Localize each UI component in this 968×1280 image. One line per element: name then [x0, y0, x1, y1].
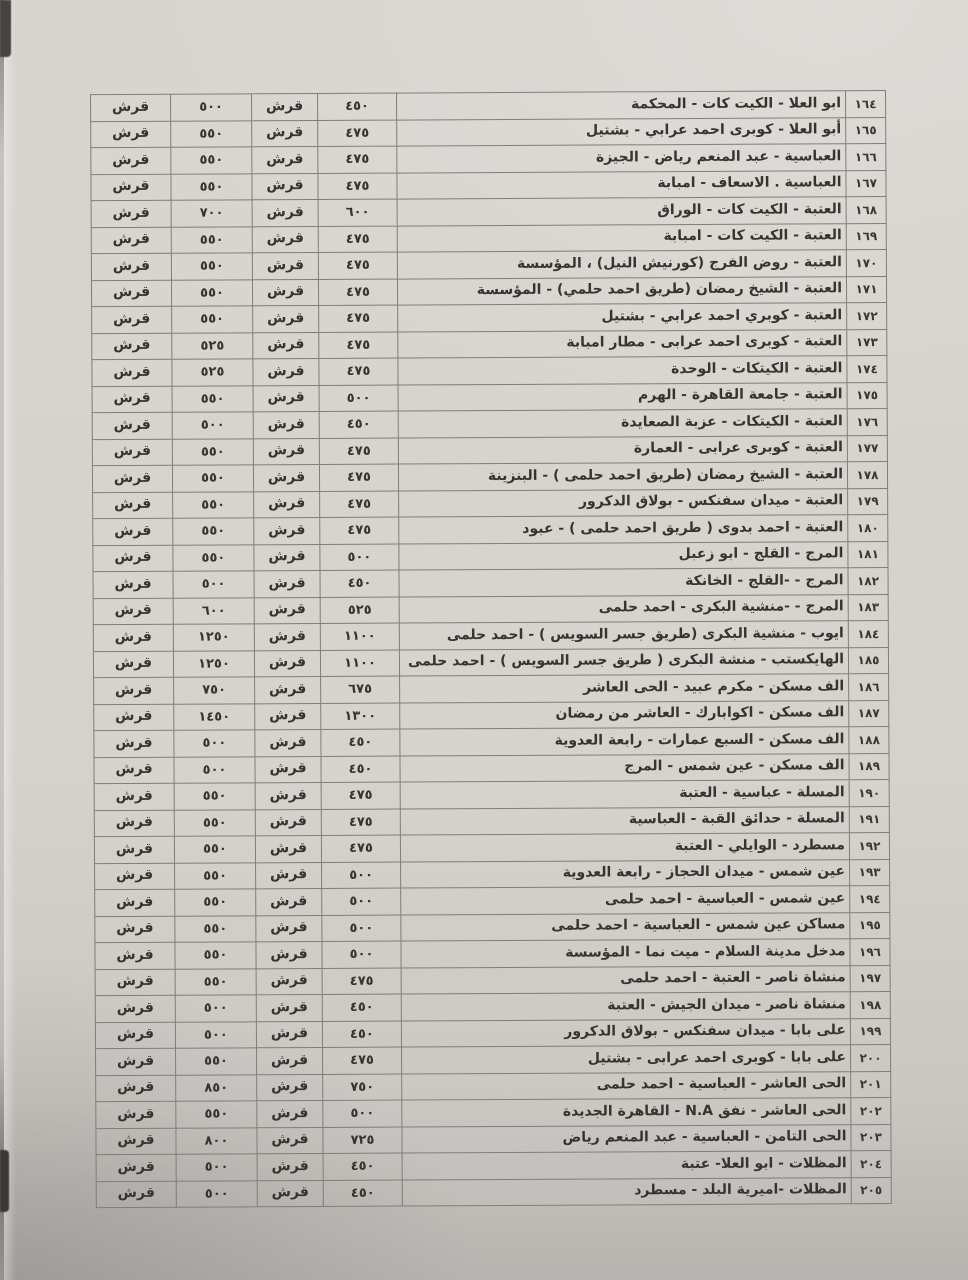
- unit-cell: قرش: [254, 544, 320, 571]
- row-number-cell: ١٨٧: [849, 700, 889, 727]
- unit-cell: قرش: [92, 333, 172, 360]
- unit-cell: قرش: [94, 836, 174, 863]
- unit-cell: قرش: [96, 1181, 176, 1208]
- unit-cell: قرش: [91, 280, 171, 307]
- table-row: [94, 726, 889, 757]
- fare-cell: ٥٠٠: [319, 385, 398, 412]
- scan-light-band: [4, 0, 16, 1280]
- unit-cell: قرش: [256, 862, 322, 889]
- fare-cell: ٤٧٥: [321, 782, 400, 809]
- fare-high-cell: ٥٠٠: [174, 730, 255, 757]
- table-row: [94, 779, 889, 810]
- row-number-cell: ١٦٨: [846, 197, 886, 224]
- fare-high-cell: ٥٠٠: [174, 756, 255, 783]
- table-row: [95, 859, 890, 890]
- fare-high-cell: ٥٠٠: [175, 1021, 256, 1048]
- unit-cell: قرش: [255, 835, 321, 862]
- fare-high-cell: ٥٥٠: [172, 385, 253, 412]
- fare-cell: ٥٠٠: [322, 941, 401, 968]
- unit-cell: قرش: [91, 147, 171, 174]
- fare-high-cell: ٥٠٠: [172, 412, 253, 439]
- unit-cell: قرش: [257, 1047, 323, 1074]
- unit-cell: قرش: [93, 571, 173, 598]
- row-number-cell: ١٧٢: [847, 302, 887, 329]
- fare-high-cell: ٥٠٠: [176, 1180, 257, 1207]
- fare-cell: ٦٧٥: [321, 676, 400, 703]
- fare-high-cell: ٨٠٠: [176, 1127, 257, 1154]
- unit-cell: قرش: [96, 1048, 176, 1075]
- unit-cell: قرش: [256, 1021, 322, 1048]
- fare-cell: ٥٠٠: [322, 888, 401, 915]
- fare-high-cell: ٥٥٠: [171, 147, 252, 174]
- route-cell: أبو العلا - كوبرى احمد عرابي - بشتيل: [397, 117, 846, 146]
- route-cell: الف مسكن - عين شمس - المرج: [400, 753, 849, 782]
- table-row: [93, 567, 888, 598]
- route-cell: المسلة - عباسية - العتبة: [400, 780, 849, 809]
- table-row: [91, 170, 886, 201]
- fare-cell: ٤٧٥: [318, 173, 397, 200]
- fare-high-cell: ٥٥٠: [174, 783, 255, 810]
- unit-cell: قرش: [96, 1154, 176, 1181]
- fare-cell: ٤٥٠: [319, 411, 398, 438]
- unit-cell: قرش: [254, 517, 320, 544]
- unit-cell: قرش: [93, 624, 173, 651]
- route-cell: المسلة - حدائق القبة - العباسية: [400, 806, 849, 835]
- unit-cell: قرش: [94, 730, 174, 757]
- fare-cell: ٤٧٥: [319, 464, 398, 491]
- table-row: [93, 647, 888, 678]
- unit-cell: قرش: [255, 809, 321, 836]
- unit-cell: قرش: [255, 703, 321, 730]
- table-row: [92, 329, 887, 360]
- fare-cell: ١١٠٠: [320, 623, 399, 650]
- unit-cell: قرش: [252, 93, 318, 120]
- row-number-cell: ١٦٥: [846, 117, 886, 144]
- fare-cell: ٥٠٠: [320, 544, 399, 571]
- route-cell: المظلات - ابو العلا- عتبة: [402, 1151, 851, 1180]
- unit-cell: قرش: [252, 279, 318, 306]
- route-cell: العتبة - ميدان سفنكس - بولاق الدكرور: [399, 488, 848, 517]
- row-number-cell: ١٩٤: [850, 885, 890, 912]
- fare-high-cell: ٥٥٠: [172, 438, 253, 465]
- unit-cell: قرش: [254, 623, 320, 650]
- fare-high-cell: ٥٥٠: [174, 836, 255, 863]
- row-number-cell: ١٨٣: [848, 594, 888, 621]
- table-row: [92, 355, 887, 386]
- unit-cell: قرش: [252, 226, 318, 253]
- unit-cell: قرش: [93, 598, 173, 625]
- unit-cell: قرش: [95, 942, 175, 969]
- fare-high-cell: ٥٢٥: [172, 332, 253, 359]
- route-cell: العتبة - الكيت كات - امبابة: [397, 223, 846, 252]
- unit-cell: قرش: [93, 492, 173, 519]
- row-number-cell: ١٧٦: [847, 408, 887, 435]
- table-row: [94, 832, 889, 863]
- unit-cell: قرش: [95, 995, 175, 1022]
- table-row: [91, 276, 886, 307]
- route-cell: مدخل مدينة السلام - ميت نما - المؤسسة: [401, 939, 850, 968]
- table-row: [93, 594, 888, 625]
- row-number-cell: ١٨٩: [849, 753, 889, 780]
- fare-high-cell: ٥٥٠: [176, 1048, 257, 1075]
- fare-cell: ٤٥٠: [323, 1180, 402, 1207]
- fare-cell: ٤٧٥: [318, 252, 397, 279]
- fare-cell: ٤٥٠: [322, 994, 401, 1021]
- fare-high-cell: ٥٥٠: [174, 809, 255, 836]
- fare-high-cell: ٥٠٠: [171, 94, 252, 121]
- unit-cell: قرش: [91, 174, 171, 201]
- row-number-cell: ١٧٩: [848, 488, 888, 515]
- row-number-cell: ١٨٠: [848, 514, 888, 541]
- row-number-cell: ١٧٨: [847, 461, 887, 488]
- table-row: [96, 1150, 891, 1181]
- fare-cell: ٤٧٥: [321, 835, 400, 862]
- route-cell: الحى العاشر - العباسية - احمد حلمى: [402, 1071, 851, 1100]
- unit-cell: قرش: [252, 199, 318, 226]
- unit-cell: قرش: [92, 359, 172, 386]
- unit-cell: قرش: [253, 358, 319, 385]
- fare-high-cell: ١٤٥٠: [174, 703, 255, 730]
- route-cell: مسطرد - الوايلي - العتبة: [400, 833, 849, 862]
- unit-cell: قرش: [91, 253, 171, 280]
- fare-high-cell: ٥٥٠: [173, 518, 254, 545]
- fare-high-cell: ٥٥٠: [175, 942, 256, 969]
- unit-cell: قرش: [92, 386, 172, 413]
- fare-high-cell: ١٢٥٠: [173, 624, 254, 651]
- unit-cell: قرش: [92, 306, 172, 333]
- table-row: [95, 1018, 890, 1049]
- fare-cell: ٤٥٠: [321, 756, 400, 783]
- fare-cell: ٤٧٥: [319, 358, 398, 385]
- table-row: [92, 382, 887, 413]
- route-cell: العتبة - روض الفرج (كورنيش النيل) ، المؤسسة: [397, 250, 846, 279]
- fare-cell: ٤٥٠: [318, 93, 397, 120]
- unit-cell: قرش: [256, 968, 322, 995]
- unit-cell: قرش: [254, 650, 320, 677]
- row-number-cell: ١٧١: [846, 276, 886, 303]
- fare-cell: ٤٥٠: [322, 1021, 401, 1048]
- route-cell: العباسية - عبد المنعم رياض - الجيزة: [397, 144, 846, 173]
- route-cell: العتبة - الشيخ رمضان (طريق احمد حلمي) - المؤسسة: [397, 276, 846, 305]
- fare-high-cell: ٥٥٠: [172, 306, 253, 333]
- row-number-cell: ١٨٦: [849, 673, 889, 700]
- route-cell: على بابا - كوبرى احمد عرابى - بشتيل: [402, 1045, 851, 1074]
- row-number-cell: ١٨٢: [848, 567, 888, 594]
- route-cell: الهايكستب - منشة البكرى ( طريق جسر السويس ) - احمد حلمى: [399, 647, 848, 676]
- unit-cell: قرش: [257, 1153, 323, 1180]
- fare-high-cell: ٥٠٠: [175, 995, 256, 1022]
- fare-cell: ٦٠٠: [318, 199, 397, 226]
- unit-cell: قرش: [255, 729, 321, 756]
- fare-high-cell: ٧٠٠: [171, 200, 252, 227]
- route-cell: العتبة - جامعة القاهرة - الهرم: [398, 382, 847, 411]
- route-cell: منشاة ناصر - العتبة - احمد حلمى: [401, 965, 850, 994]
- row-number-cell: ١٩٧: [850, 965, 890, 992]
- row-number-cell: ١٧٠: [846, 250, 886, 277]
- table-row: [91, 223, 886, 254]
- route-cell: الف مسكن - مكرم عبيد - الحى العاشر: [400, 674, 849, 703]
- unit-cell: قرش: [256, 994, 322, 1021]
- unit-cell: قرش: [253, 438, 319, 465]
- unit-cell: قرش: [95, 969, 175, 996]
- fare-cell: ٤٧٥: [319, 305, 398, 332]
- fare-high-cell: ٥٥٠: [173, 544, 254, 571]
- row-number-cell: ١٦٩: [846, 223, 886, 250]
- unit-cell: قرش: [253, 305, 319, 332]
- unit-cell: قرش: [257, 1127, 323, 1154]
- row-number-cell: ١٧٣: [847, 329, 887, 356]
- row-number-cell: ١٩٩: [850, 1018, 890, 1045]
- unit-cell: قرش: [91, 94, 171, 121]
- route-cell: الف مسكن - السبع عمارات - رابعة العدوية: [400, 727, 849, 756]
- fare-high-cell: ٦٠٠: [173, 597, 254, 624]
- fare-high-cell: ٥٢٥: [172, 359, 253, 386]
- table-row: [93, 541, 888, 572]
- unit-cell: قرش: [254, 570, 320, 597]
- fare-high-cell: ٥٥٠: [172, 465, 253, 492]
- fare-high-cell: ٥٥٠: [171, 279, 252, 306]
- unit-cell: قرش: [93, 651, 173, 678]
- table-row: [96, 1097, 891, 1128]
- table-row: [96, 1044, 891, 1075]
- table-row: [92, 435, 887, 466]
- table-row: [94, 673, 889, 704]
- table-row: [91, 144, 886, 175]
- table-row: [94, 753, 889, 784]
- fare-high-cell: ٥٥٠: [175, 915, 256, 942]
- table-row: [95, 991, 890, 1022]
- unit-cell: قرش: [255, 756, 321, 783]
- row-number-cell: ٢٠٠: [850, 1044, 890, 1071]
- unit-cell: قرش: [91, 121, 171, 148]
- fare-cell: ٤٧٥: [321, 809, 400, 836]
- route-cell: العتبة - احمد بدوى ( طريق احمد حلمى ) - عبود: [399, 515, 848, 544]
- unit-cell: قرش: [256, 915, 322, 942]
- fare-cell: ٥٠٠: [322, 915, 401, 942]
- fare-high-cell: ٥٥٠: [176, 1101, 257, 1128]
- unit-cell: قرش: [92, 412, 172, 439]
- unit-cell: قرش: [93, 545, 173, 572]
- table-row: [96, 1177, 891, 1208]
- fare-cell: ٤٧٥: [318, 226, 397, 253]
- row-number-cell: ١٧٤: [847, 355, 887, 382]
- table-row: [93, 488, 888, 519]
- route-cell: العتبة - كوبرى احمد عرابى - مطار امبابة: [398, 329, 847, 358]
- fare-cell: ١١٠٠: [320, 650, 399, 677]
- fare-cell: ٤٧٥: [320, 491, 399, 518]
- fare-cell: ٤٧٥: [319, 332, 398, 359]
- unit-cell: قرش: [254, 597, 320, 624]
- table-row: [93, 514, 888, 545]
- unit-cell: قرش: [92, 465, 172, 492]
- unit-cell: قرش: [252, 146, 318, 173]
- fare-cell: ٧٢٥: [323, 1127, 402, 1154]
- row-number-cell: ٢٠٤: [851, 1150, 891, 1177]
- unit-cell: قرش: [91, 200, 171, 227]
- row-number-cell: ١٧٧: [847, 435, 887, 462]
- row-number-cell: ٢٠٣: [851, 1124, 891, 1151]
- route-cell: المظلات -اميرية البلد - مسطرد: [402, 1177, 851, 1206]
- row-number-cell: ٢٠٥: [851, 1177, 891, 1204]
- row-number-cell: ١٩٦: [850, 938, 890, 965]
- fare-cell: ٤٧٥: [318, 279, 397, 306]
- table-row: [94, 806, 889, 837]
- scan-edge-artifact-bottom-left: [0, 1150, 9, 1212]
- unit-cell: قرش: [96, 1101, 176, 1128]
- unit-cell: قرش: [94, 757, 174, 784]
- unit-cell: قرش: [256, 941, 322, 968]
- unit-cell: قرش: [253, 411, 319, 438]
- unit-cell: قرش: [256, 888, 322, 915]
- row-number-cell: ١٩٥: [850, 912, 890, 939]
- fare-cell: ٧٥٠: [323, 1074, 402, 1101]
- fare-high-cell: ٥٥٠: [175, 862, 256, 889]
- fare-high-cell: ٥٥٠: [175, 968, 256, 995]
- table-row: [92, 408, 887, 439]
- fare-cell: ٤٧٥: [319, 438, 398, 465]
- route-cell: عين شمس - ميدان الحجاز - رابعة العدوية: [401, 859, 850, 888]
- unit-cell: قرش: [95, 889, 175, 916]
- row-number-cell: ٢٠١: [851, 1071, 891, 1098]
- route-cell: العتبة - الشيخ رمضان (طريق احمد حلمى ) - البنزينة: [398, 462, 847, 491]
- fare-high-cell: ٨٥٠: [176, 1074, 257, 1101]
- row-number-cell: ١٩٢: [849, 832, 889, 859]
- table-row: [95, 912, 890, 943]
- route-cell: مساكن عين شمس - العباسية - احمد حلمى: [401, 912, 850, 941]
- table-row: [91, 197, 886, 228]
- fare-high-cell: ٧٥٠: [174, 677, 255, 704]
- table-row: [91, 117, 886, 148]
- unit-cell: قرش: [95, 863, 175, 890]
- unit-cell: قرش: [257, 1180, 323, 1207]
- unit-cell: قرش: [252, 173, 318, 200]
- scan-edge-artifact-top-left: [0, 0, 11, 57]
- fare-high-cell: ٥٥٠: [173, 491, 254, 518]
- unit-cell: قرش: [95, 916, 175, 943]
- route-cell: الف مسكن - اكوابارك - العاشر من رمضان: [400, 700, 849, 729]
- table-row: [92, 302, 887, 333]
- row-number-cell: ١٩١: [849, 806, 889, 833]
- table-row: [91, 250, 886, 281]
- route-cell: الحى العاشر - نفق N.A - القاهرة الجديدة: [402, 1098, 851, 1127]
- route-cell: المرج - -منشية البكرى - احمد حلمى: [399, 594, 848, 623]
- fare-cell: ٤٧٥: [318, 120, 397, 147]
- row-number-cell: ١٩٠: [849, 779, 889, 806]
- row-number-cell: ١٨١: [848, 541, 888, 568]
- route-cell: العتبة - الكيتكات - عزبة الصعايدة: [398, 409, 847, 438]
- fare-high-cell: ٥٥٠: [171, 173, 252, 200]
- table-row: [93, 620, 888, 651]
- table-row: [94, 700, 889, 731]
- fare-high-cell: ٥٥٠: [171, 226, 252, 253]
- row-number-cell: ٢٠٢: [851, 1097, 891, 1124]
- route-cell: العتبة - الكيت كات - الوراق: [397, 197, 846, 226]
- fare-cell: ١٣٠٠: [321, 703, 400, 730]
- fare-high-cell: ٥٠٠: [176, 1154, 257, 1181]
- route-cell: ابو العلا - الكيت كات - المحكمة: [397, 91, 846, 120]
- unit-cell: قرش: [257, 1100, 323, 1127]
- unit-cell: قرش: [94, 783, 174, 810]
- table-row: [96, 1071, 891, 1102]
- fare-cell: ٥٠٠: [323, 1100, 402, 1127]
- route-cell: الحى التامن - العباسية - عبد المنعم رياض: [402, 1124, 851, 1153]
- unit-cell: قرش: [257, 1074, 323, 1101]
- unit-cell: قرش: [253, 464, 319, 491]
- fare-high-cell: ١٢٥٠: [173, 650, 254, 677]
- row-number-cell: ١٧٥: [847, 382, 887, 409]
- unit-cell: قرش: [255, 676, 321, 703]
- table-row: [91, 91, 886, 122]
- fare-cell: ٤٥٠: [320, 570, 399, 597]
- row-number-cell: ١٩٣: [850, 859, 890, 886]
- row-number-cell: ١٨٥: [848, 647, 888, 674]
- row-number-cell: ١٦٧: [846, 170, 886, 197]
- fare-cell: ٥٢٥: [320, 597, 399, 624]
- fare-cell: ٤٧٥: [323, 1047, 402, 1074]
- fare-high-cell: ٥٥٠: [175, 889, 256, 916]
- unit-cell: قرش: [94, 704, 174, 731]
- unit-cell: قرش: [254, 491, 320, 518]
- row-number-cell: ١٨٨: [849, 726, 889, 753]
- row-number-cell: ١٦٤: [846, 91, 886, 118]
- route-cell: ايوب - منشية البكرى (طريق جسر السويس ) - احمد حلمى: [399, 621, 848, 650]
- row-number-cell: ١٦٦: [846, 144, 886, 171]
- table-row: [96, 1124, 891, 1155]
- route-cell: العتبة - كوبرى عرابى - العمارة: [398, 435, 847, 464]
- fare-cell: ٤٥٠: [321, 729, 400, 756]
- route-cell: المرج - -القلج - الخانكة: [399, 568, 848, 597]
- fare-cell: ٤٧٥: [320, 517, 399, 544]
- unit-cell: قرش: [252, 120, 318, 147]
- route-cell: العباسية . الاسعاف - امبابة: [397, 170, 846, 199]
- route-cell: عين شمس - العباسية - احمد حلمى: [401, 886, 850, 915]
- unit-cell: قرش: [93, 518, 173, 545]
- fare-table: [90, 90, 892, 1208]
- unit-cell: قرش: [91, 227, 171, 254]
- route-cell: على بابا - ميدان سفنكس - بولاق الدكرور: [401, 1018, 850, 1047]
- unit-cell: قرش: [253, 385, 319, 412]
- fare-high-cell: ٥٥٠: [171, 120, 252, 147]
- row-number-cell: ١٩٨: [850, 991, 890, 1018]
- fare-cell: ٤٧٥: [318, 146, 397, 173]
- unit-cell: قرش: [94, 810, 174, 837]
- unit-cell: قرش: [96, 1075, 176, 1102]
- table-row: [92, 461, 887, 492]
- row-number-cell: ١٨٤: [848, 620, 888, 647]
- unit-cell: قرش: [96, 1128, 176, 1155]
- route-cell: منشاة ناصر - ميدان الجيش - العتبة: [401, 992, 850, 1021]
- unit-cell: قرش: [255, 782, 321, 809]
- unit-cell: قرش: [94, 677, 174, 704]
- unit-cell: قرش: [252, 252, 318, 279]
- fare-high-cell: ٥٠٠: [173, 571, 254, 598]
- unit-cell: قرش: [253, 332, 319, 359]
- fare-cell: ٤٥٠: [323, 1153, 402, 1180]
- table-row: [95, 965, 890, 996]
- route-cell: المرج - القلج - ابو زعبل: [399, 541, 848, 570]
- route-cell: العتبة - الكيتكات - الوحدة: [398, 356, 847, 385]
- table-row: [95, 885, 890, 916]
- route-cell: العتبة - كوبري احمد عرابي - بشتيل: [398, 303, 847, 332]
- table-row: [95, 938, 890, 969]
- fare-high-cell: ٥٥٠: [171, 253, 252, 280]
- unit-cell: قرش: [92, 439, 172, 466]
- unit-cell: قرش: [95, 1022, 175, 1049]
- fare-cell: ٥٠٠: [322, 862, 401, 889]
- fare-table-body: [91, 91, 892, 1208]
- fare-cell: ٤٧٥: [322, 968, 401, 995]
